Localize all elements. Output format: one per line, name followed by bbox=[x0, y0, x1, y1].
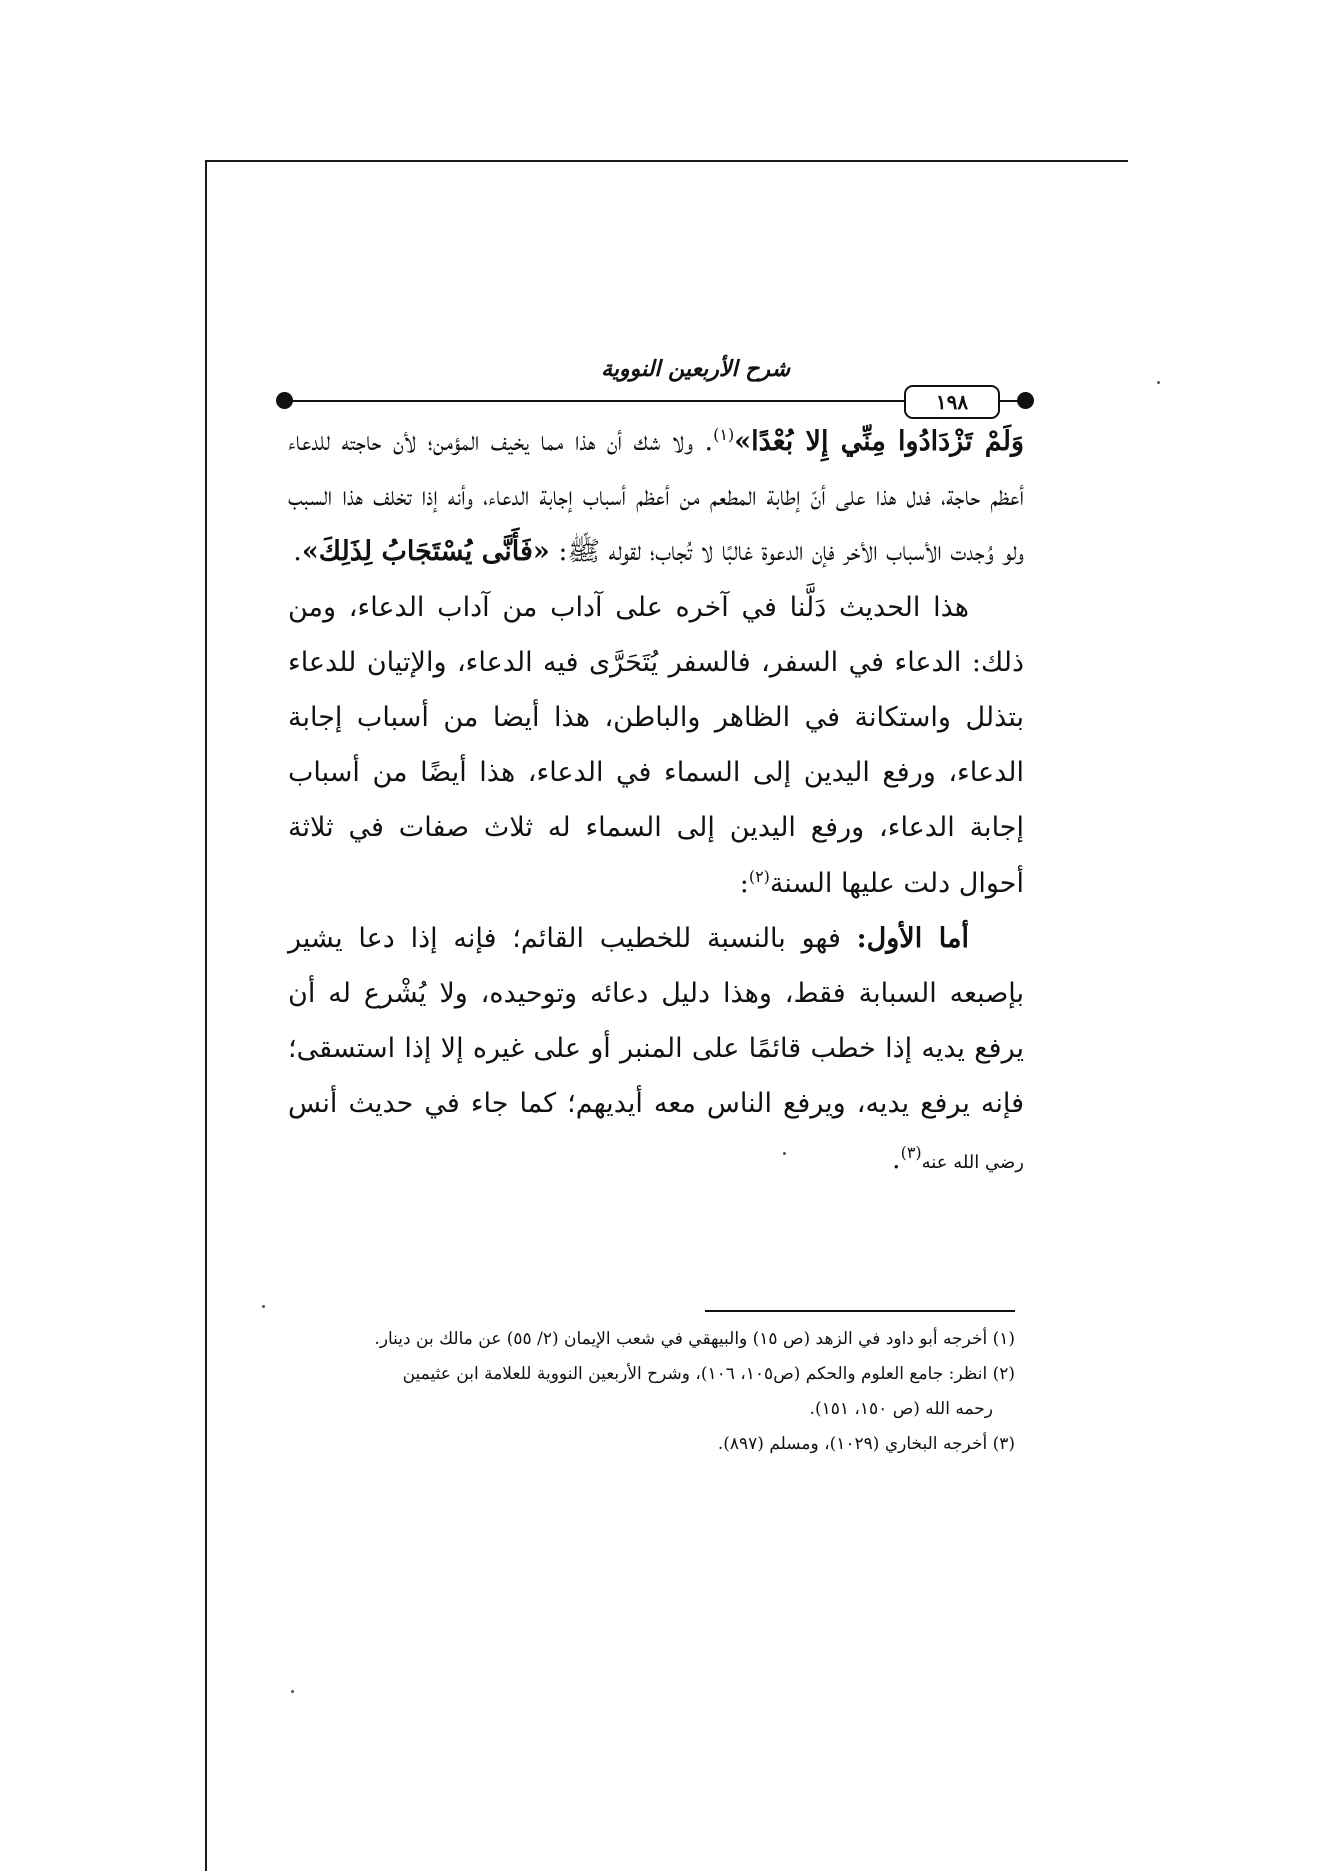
paragraph-1-end: . bbox=[293, 536, 302, 568]
page-number: ١٩٨ bbox=[904, 385, 1000, 419]
paragraph-2-end: : bbox=[739, 867, 749, 899]
crop-mark-horizontal bbox=[205, 160, 1128, 162]
running-title: شرح الأربعين النووية bbox=[601, 356, 790, 382]
paragraph-2-text: هذا الحديث دَلَّنا في آخره على آداب من آداب الدعاء، ومن ذلك: الدعاء في السفر، فالسفر يُتَحَرَّى فيه الدعاء، والإتيان للدعاء بتذلل واستكانة في الظاهر والباطن، هذا أيضا من أسباب إجابة الدعاء، ورفع اليدين إلى السماء في الدعاء، هذا أيضًا من أسباب إجابة الدعاء، ورفع اليدين إلى السماء له ثلاث صفات في ثلاثة أحوال دلت عليها السنة bbox=[288, 591, 1024, 899]
header-rule-right-dot bbox=[1017, 392, 1034, 409]
paragraph-3-lead: أما الأول: bbox=[856, 922, 969, 954]
footnote-ref-1: (١) bbox=[713, 425, 735, 444]
paragraph-3-end: . bbox=[891, 1143, 901, 1175]
scan-speck bbox=[291, 1690, 294, 1693]
honorific: رضي الله عنه bbox=[921, 1151, 1024, 1173]
scan-speck bbox=[262, 1305, 265, 1308]
paragraph-1 bbox=[288, 414, 1024, 580]
main-text bbox=[288, 414, 1024, 1190]
scan-speck bbox=[1157, 381, 1160, 384]
footnote-3: (٣) أخرجه البخاري (١٠٢٩)، ومسلم (٨٩٧). bbox=[717, 1434, 1015, 1454]
footnote-2: (٢) انظر: جامع العلوم والحكم (ص١٠٥، ١٠٦)، وشرح الأربعين النووية للعلامة ابن عثيمين bbox=[402, 1364, 1015, 1384]
footnote-separator bbox=[705, 1310, 1015, 1312]
hadith-quote-2: «فَأَنَّى يُسْتَجَابُ لِذَلِكَ» bbox=[301, 536, 550, 568]
footnote-ref-2: (٢) bbox=[748, 866, 770, 886]
hadith-quote: وَلَمْ تَزْدَادُوا مِنِّي إِلا بُعْدًا» bbox=[734, 426, 1024, 457]
page-header bbox=[270, 352, 1040, 412]
header-rule-left-dot bbox=[276, 392, 293, 409]
paragraph-3 bbox=[288, 911, 1024, 1190]
paragraph-2 bbox=[288, 580, 1024, 911]
footnote-2-continued: رحمه الله (ص ١٥٠، ١٥١). bbox=[809, 1399, 993, 1419]
crop-mark-vertical bbox=[205, 160, 207, 1871]
paragraph-3-text: فهو بالنسبة للخطيب القائم؛ فإنه إذا دعا يشير بإصبعه السبابة فقط، وهذا دليل دعائه وتوحيده، ولا يُشْرع له أن يرفع يديه إذا خطب قائمًا على المنبر أو على غيره إلا إذا استسقى؛ فإنه يرفع يديه، ويرفع الناس معه أيديهم؛ كما جاء في حديث أنس bbox=[288, 922, 1024, 1120]
footnote-ref-3: (٣) bbox=[900, 1142, 922, 1162]
footnote-1: (١) أخرجه أبو داود في الزهد (ص ١٥) والبيهقي في شعب الإيمان (٢/ ٥٥) عن مالك بن دينار. bbox=[374, 1329, 1015, 1349]
footnotes bbox=[300, 1322, 1015, 1462]
paragraph-1-text: . ولا شك أن هذا مما يخيف المؤمن؛ لأن حاجته للدعاء أعظم حاجة، فدل هذا على أنّ إطابة المطعم من أعظم أسباب إجابة الدعاء، وأنه إذا تخلف هذا السبب ولو وُجدت الأسباب الأخر فإن الدعوة غالبًا لا تُجاب؛ لقوله ﷺ: bbox=[288, 426, 1024, 568]
